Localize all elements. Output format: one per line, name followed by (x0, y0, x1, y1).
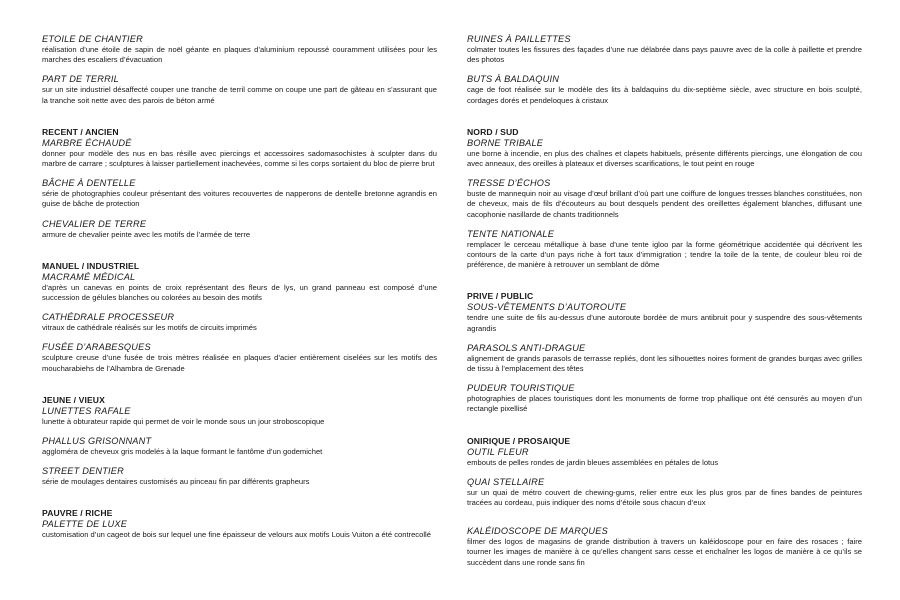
section-heading: NORD / SUD (467, 126, 519, 137)
entry-title: TRESSE D’ÉCHOS (467, 178, 551, 189)
entry (42, 138, 437, 169)
entry (467, 477, 862, 508)
entry-title: RUINES À PAILLETTES (467, 34, 571, 44)
entry-title: KALÉIDOSCOPE DE MARQUES (467, 526, 608, 537)
entry-description: aggloméra de cheveux gris modelés à la laque formant le fantôme d’un godemichet (42, 447, 323, 457)
entry-description: alignement de grands parasols de terrasse repliés, dont les silhouettes noires forment de grandes burqas avec grilles de tissu à l’emplacement des têtes (467, 353, 862, 374)
entry (42, 342, 437, 373)
entry (42, 436, 437, 457)
entry (42, 312, 437, 333)
entry-title: BÂCHE À DENTELLE (42, 178, 136, 189)
entry-description: vitraux de cathédrale réalisés sur les motifs de circuits imprimés (42, 323, 257, 333)
entry (467, 74, 862, 105)
section-heading: PRIVE / PUBLIC (467, 291, 534, 302)
entry-description: série de photographies couleur présentant des voitures recouvertes de napperons de dentelle bretonne agrandis en guise de bâche de protection (42, 189, 437, 209)
entry-title: LUNETTES RAFALE (42, 405, 131, 416)
entry-description: cage de foot réalisée sur le modèle des lits à baldaquins du dix-septième siècle, avec structure en bois sculpté, cordages dorés et pendeloques à cristaux (467, 85, 862, 105)
entry-description: sur un site industriel désaffecté couper une tranche de terril comme on coupe une part de gâteau en s’assurant que la tranche soit nette avec des parois de béton armé (42, 85, 437, 105)
entry-title: OUTIL FLEUR (467, 446, 529, 457)
entry-title: TENTE NATIONALE (467, 228, 555, 239)
section-heading: JEUNE / VIEUX (42, 394, 105, 405)
entry-title: PHALLUS GRISONNANT (42, 436, 152, 447)
entry-description: filmer des logos de magasins de grande distribution à travers un kaléidoscope pour en faire des rosaces ; faire tourner les images de manière à ce qu’elles changent sans cesse et enchaîner les logos de manière à ce qu’ils se succèdent dans une ronde sans fin (467, 537, 862, 567)
entry-title: FUSÉE D’ARABESQUES (42, 342, 151, 353)
entry-title: CHEVALIER DE TERRE (42, 218, 147, 229)
entry-description: customisation d’un cageot de bois sur lequel une fine épaisseur de velours aux motifs Louis Vuiton a été contrecollé (42, 530, 431, 540)
entry-description: colmater toutes les fissures des façades d’une rue délabrée dans pays pauvre avec de la colle à paillette et prendre des photos (467, 45, 862, 65)
entry (42, 466, 437, 487)
entry (467, 138, 862, 169)
entry (42, 406, 437, 427)
entry-description: donner pour modèle des nus en bas résille avec piercings et accessoires sadomasochistes à sculpter dans du marbre de carrare ; sculptures à laisser partiellement inachevées, comme si les corps sortaient du bloc de pierre brut (42, 148, 437, 169)
entry-title: MARBRE ÉCHAUDÉ (42, 137, 132, 148)
section-heading: ONIRIQUE / PROSAIQUE (467, 435, 571, 446)
entry-description: d’après un canevas en points de croix représentant des fleurs de lys, un grand panneau est composé d’une succession de gélules blanches ou colorées au besoin des motifs (42, 282, 437, 303)
entry-title: BUTS À BALDAQUIN (467, 74, 560, 85)
entry (467, 229, 862, 271)
entry (467, 343, 862, 374)
entry-description: sculpture creuse d’une fusée de trois mètres réalisée en plaques d’acier entièrement ciselées sur les motifs des moucharabiehs de l’Alhambra de Grenade (42, 353, 437, 373)
entry (467, 526, 862, 568)
entry (42, 219, 437, 240)
entry-description: une borne à incendie, en plus des chaînes et clapets habituels, présente différents piercings, une élongation de cou avec anneaux, des oreilles à plateaux et diverses scarifications, le tout peint en rouge (467, 148, 862, 169)
entry-title: ETOILE DE CHANTIER (42, 34, 143, 44)
entry (467, 383, 862, 414)
entry-description: remplacer le cerceau métallique à base d’une tente igloo par la forme géométrique accidentée qui décrivent les contours de la carte d’un pays riche à fort taux d’immigration ; tendre la toile de la tente, de couleur bleu roi de préférence, de manière à retrouver un semblant de dôme (467, 239, 862, 270)
section-heading: RECENT / ANCIEN (42, 126, 119, 137)
section-pauvre-riche (42, 508, 437, 540)
section-untitled (467, 34, 862, 106)
entry-description: tendre une suite de fils au-dessus d’une autoroute bordée de murs antibruit pour y suspendre des sous-vêtements agrandis (467, 313, 862, 333)
entry (42, 74, 437, 105)
entry-title: SOUS-VÊTEMENTS D’AUTOROUTE (467, 302, 627, 313)
entry-description: série de moulages dentaires customisés au pinceau fin par différents grapheurs (42, 477, 310, 487)
entry (467, 302, 862, 333)
entry (42, 519, 437, 540)
entry-title: MACRAMÉ MÉDICAL (42, 271, 136, 282)
entry (467, 447, 862, 468)
section-onirique-prosaique (467, 436, 862, 568)
section-recent-ancien (42, 127, 437, 240)
section-prive-public (467, 291, 862, 414)
entry (42, 272, 437, 303)
entry-title: PALETTE DE LUXE (42, 519, 128, 530)
entry (467, 178, 862, 220)
entry (467, 34, 862, 65)
section-heading: MANUEL / INDUSTRIEL (42, 260, 140, 271)
section-heading: PAUVRE / RICHE (42, 508, 113, 519)
entry-description: buste de mannequin noir au visage d’œuf brillant d’où part une coiffure de longues tresses blanches constituées, non de cheveux, mais de fils d’écouteurs au bout desquels pendent des oreillettes également blanches, diffusant une cacophonie nasillarde de chants traditionnels (467, 189, 862, 219)
entry-description: armure de chevalier peinte avec les motifs de l’armée de terre (42, 229, 251, 239)
entry-description: embouts de pelles rondes de jardin bleues assemblées en pétales de lotus (467, 457, 719, 467)
entry-title: PUDEUR TOURISTIQUE (467, 383, 575, 394)
entry-description: lunette à obturateur rapide qui permet de voir le monde sous un jour stroboscopique (42, 416, 325, 426)
entry-title: CATHÉDRALE PROCESSEUR (42, 312, 175, 323)
section-untitled (42, 34, 437, 106)
entry-title: QUAI STELLAIRE (467, 476, 545, 487)
entry-title: PARASOLS ANTI-DRAGUE (467, 342, 586, 353)
entry-description: réalisation d’une étoile de sapin de noël géante en plaques d’aluminium repoussé couramment utilisées pour les marches des escaliers d’évacuation (42, 45, 437, 65)
section-manuel-industriel (42, 261, 437, 374)
section-jeune-vieux (42, 395, 437, 488)
entry-title: STREET DENTIER (42, 466, 124, 477)
left-column (42, 34, 437, 550)
right-column (467, 34, 862, 577)
section-nord-sud (467, 127, 862, 271)
entry (42, 178, 437, 209)
entry-title: BORNE TRIBALE (467, 137, 544, 148)
entry (42, 34, 437, 65)
entry-title: PART DE TERRIL (42, 74, 119, 85)
entry-description: photographies de places touristiques dont les monuments de forme trop phallique ont été censurés au moyen d’un rectangle pixellisé (467, 394, 862, 414)
entry-description: sur un quai de métro couvert de chewing-gums, relier entre eux les plus gros par de fines bandes de peintures tracées au cordeau, puis indiquer des noms d’étoile sous chacun d’eux (467, 487, 862, 508)
